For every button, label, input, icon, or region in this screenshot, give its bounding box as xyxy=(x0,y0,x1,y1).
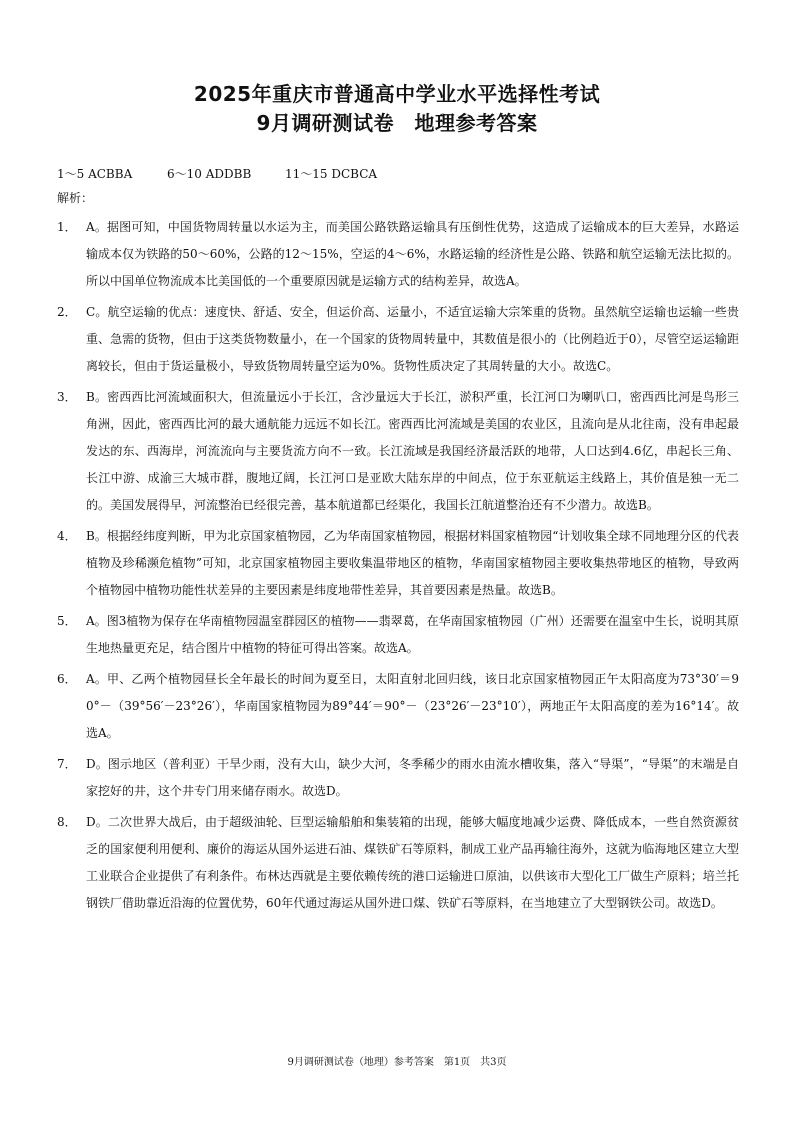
analysis-text: A。图3植物为保存在华南植物园温室群园区的植物——翡翠葛，在华南国家植物园（广州）还需要在温室中生长，说明其原生地热量更充足，结合图片中植物的特征可得出答案。故选A。 xyxy=(86,614,739,655)
question-number: 7． xyxy=(57,757,77,771)
analysis-text: D。二次世界大战后，由于超级油轮、巨型运输船舶和集装箱的出现，能够大幅度地减少运费、降低成本，一些自然资源贫乏的国家便利用便利、廉价的海运从国外运进石油、煤铁矿石等原料，制成工业产品再输往海外，这就为临海地区建立大型工业联合企业提供了有利条件。布林达西就是主要依赖传统的港口运输进口原油，以供该市大型化工厂做生产原料；培兰托钢铁厂借助靠近沿海的位置优势，60年代通过海运从国外进口煤、铁矿石等原料，在当地建立了大型钢铁公司。故选D。 xyxy=(86,815,739,910)
analysis-text: B。密西西比河流域面积大，但流量远小于长江，含沙量远大于长江，淤积严重，长江河口为喇叭口，密西西比河是鸟形三角洲，因此，密西西比河的最大通航能力远远不如长江。密西西比河流域是美国的农业区，且流向是从北往南，没有串起最发达的东、西海岸，河流流向与主要货流方向不一致。长江流域是我国经济最活跃的地带，人口达到4.6亿，串起长三角、长江中游、成渝三大城市群，腹地辽阔，长江河口是亚欧大陆东岸的中间点，位于东亚航运主线路上，其价值是独一无二的。美国发展得早，河流整治已经很完善，基本航道都已经渠化，我国长江航道整治还有不少潜力。故选B。 xyxy=(86,390,739,512)
question-number: 4． xyxy=(57,529,77,543)
analysis-item xyxy=(57,299,739,380)
question-number: 5． xyxy=(57,614,77,628)
analysis-item xyxy=(57,809,739,917)
question-number: 6． xyxy=(57,672,77,686)
analysis-text: A。甲、乙两个植物园昼长全年最长的时间为夏至日，太阳直射北回归线，该日北京国家植物园正午太阳高度为73°30′＝90°－（39°56′－23°26′），华南国家植物园为89°44′＝90°－（23°26′－23°10′），两地正午太阳高度的差为16°14′。故选A。 xyxy=(86,672,739,740)
analysis-text: D。图示地区（普利亚）干旱少雨，没有大山，缺少大河，冬季稀少的雨水由流水槽收集，落入“导渠”，“导渠”的末端是自家挖好的井，这个井专门用来储存雨水。故选D。 xyxy=(86,757,739,798)
analysis-item xyxy=(57,214,739,295)
analysis-item xyxy=(57,666,739,747)
analysis-list xyxy=(57,214,739,921)
answer-group-11-15: 11～15 DCBCA xyxy=(285,167,378,181)
page-footer: 9月调研测试卷（地理）参考答案 第1页 共3页 xyxy=(287,1057,507,1068)
analysis-text: B。根据经纬度判断，甲为北京国家植物园，乙为华南国家植物园，根据材料国家植物园“计划收集全球不同地理分区的代表植物及珍稀濒危植物”可知，北京国家植物园主要收集温带地区的植物，华南国家植物园主要收集热带地区的植物，导致两个植物园中植物功能性状差异的主要因素是纬度地带性差异，其首要因素是热量。故选B。 xyxy=(86,529,739,597)
answer-group-6-10: 6～10 ADDBB xyxy=(167,167,252,181)
exam-subtitle: 9月调研测试卷 地理参考答案 xyxy=(256,111,538,135)
analysis-text: C。航空运输的优点：速度快、舒适、安全，但运价高、运量小，不适宜运输大宗笨重的货物。虽然航空运输也运输一些贵重、急需的货物，但由于这类货物数量小，在一个国家的货物周转量中，其数值是很小的（比例趋近于0），尽管空运运输距离较长，但由于货运量极小，导致货物周转量空运为0%。货物性质决定了其周转量的大小。故选C。 xyxy=(86,305,739,373)
question-number: 8． xyxy=(57,815,77,829)
analysis-item xyxy=(57,523,739,604)
analysis-item xyxy=(57,384,739,519)
analysis-label: 解析： xyxy=(57,191,94,205)
answer-group-1-5: 1～5 ACBBA xyxy=(57,167,133,181)
analysis-text: A。据图可知，中国货物周转量以水运为主，而美国公路铁路运输具有压倒性优势，这造成了运输成本的巨大差异，水路运输成本仅为铁路的50～60%，公路的12～15%，空运的4～6%，水路运输的经济性是公路、铁路和航空运输无法比拟的。所以中国单位物流成本比美国低的一个重要原因就是运输方式的结构差异，故选A。 xyxy=(86,220,739,288)
answer-key-line xyxy=(57,165,377,183)
question-number: 1． xyxy=(57,220,77,234)
exam-title: 2025年重庆市普通高中学业水平选择性考试 xyxy=(193,82,601,106)
question-number: 2． xyxy=(57,305,77,319)
analysis-item xyxy=(57,608,739,662)
analysis-item xyxy=(57,751,739,805)
question-number: 3． xyxy=(57,390,77,404)
